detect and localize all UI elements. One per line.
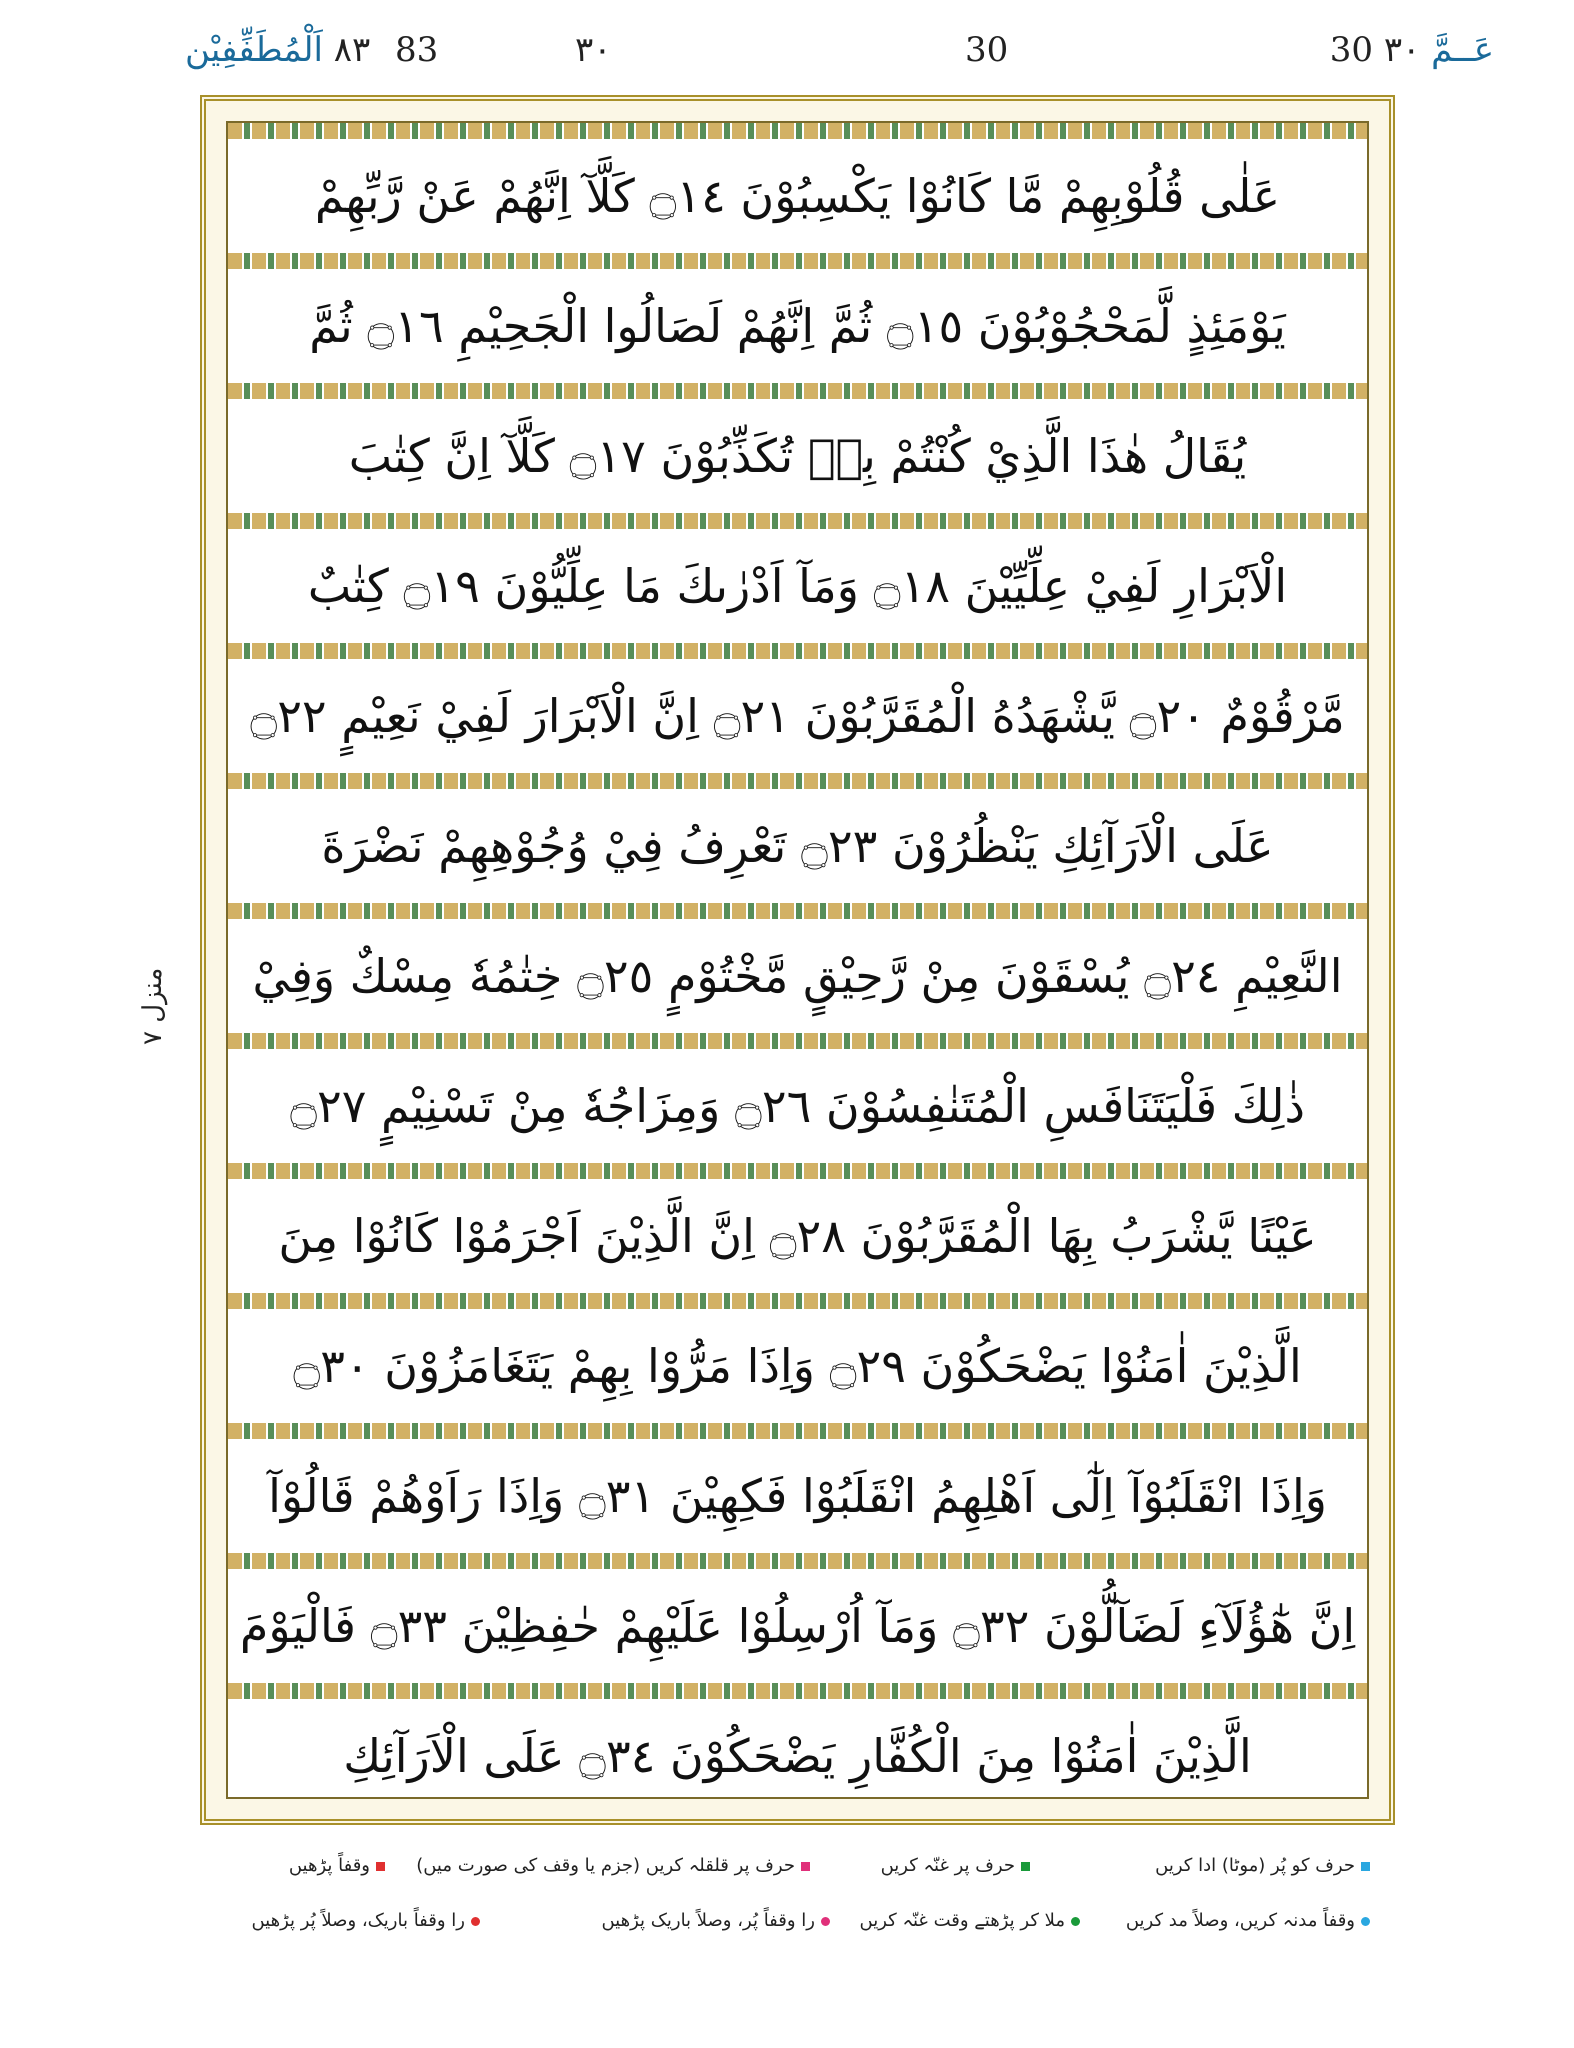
tajweed-legend-row-1 bbox=[180, 1855, 1410, 1895]
text-panel bbox=[226, 121, 1369, 1799]
legend-item: وقفاً پڑھیں bbox=[289, 1855, 385, 1876]
legend-item: حرف پر غنّہ کریں bbox=[881, 1855, 1030, 1876]
square-icon bbox=[1021, 1862, 1030, 1871]
square-icon bbox=[376, 1862, 385, 1871]
manzil-note: منزل ٧ bbox=[138, 967, 168, 1045]
text-line-4: الْاَبْرَارِ لَفِيْ عِلِّيِّيْنَ ۝١٨ وَمَآ اَدْرٰىكَ مَا عِلِّيُّوْنَ ۝١٩ كِتٰبٌ bbox=[307, 559, 1288, 613]
text-line-1: عَلٰى قُلُوْبِهِمْ مَّا كَانُوْا يَكْسِبُوْنَ ۝١٤ كَلَّآ اِنَّهُمْ عَنْ رَّبِّهِمْ bbox=[314, 169, 1281, 223]
legend-item: را وقفاً باریک، وصلاً پُر پڑھیں bbox=[251, 1910, 480, 1931]
surah-number-arabic: ٨٣ bbox=[333, 30, 371, 70]
page-number-latin: 30 bbox=[965, 30, 1009, 70]
ornament-divider bbox=[228, 253, 1367, 269]
text-line-8: ذٰلِكَ فَلْيَتَنَافَسِ الْمُتَنٰفِسُوْنَ ۝٢٦ وَمِزَاجُهٗ مِنْ تَسْنِيْمٍ ۝٢٧ bbox=[290, 1079, 1305, 1133]
text-line-12: اِنَّ هٰٓؤُلَآءِ لَضَآلُّوْنَ ۝٣٢ وَمَآ اُرْسِلُوْا عَلَيْهِمْ حٰفِظِيْنَ ۝٣٣ فَالْيَوْمَ bbox=[239, 1599, 1356, 1653]
legend-item: حرف پر قلقلہ کریں (جزم یا وقف کی صورت میں) bbox=[416, 1855, 810, 1876]
ornament-divider bbox=[228, 1423, 1367, 1439]
juz-number-arabic: ٣٠ bbox=[1383, 30, 1421, 70]
text-line-2: يَوْمَئِذٍ لَّمَحْجُوْبُوْنَ ۝١٥ ثُمَّ اِنَّهُمْ لَصَالُوا الْجَحِيْمِ ۝١٦ ثُمَّ bbox=[309, 299, 1286, 353]
legend-item: ملا کر پڑھتے وقت غنّہ کریں bbox=[860, 1910, 1080, 1931]
dot-icon bbox=[821, 1917, 830, 1926]
surah-page-latin: 83 bbox=[395, 30, 439, 70]
ornament-divider bbox=[228, 1683, 1367, 1699]
ornament-divider bbox=[228, 1553, 1367, 1569]
surah-title bbox=[185, 30, 370, 70]
square-icon bbox=[801, 1862, 810, 1871]
tajweed-legend-row-2 bbox=[180, 1910, 1410, 1950]
ornament-divider bbox=[228, 903, 1367, 919]
square-icon bbox=[1361, 1862, 1370, 1871]
dot-icon bbox=[1361, 1917, 1370, 1926]
text-line-9: عَيْنًا يَّشْرَبُ بِهَا الْمُقَرَّبُوْنَ ۝٢٨ اِنَّ الَّذِيْنَ اَجْرَمُوْا كَانُوْا مِنَ bbox=[278, 1209, 1317, 1263]
dot-icon bbox=[1071, 1917, 1080, 1926]
legend-item: را وقفاً پُر، وصلاً باریک پڑھیں bbox=[601, 1910, 830, 1931]
ornament-divider bbox=[228, 123, 1367, 139]
ornament-divider bbox=[228, 643, 1367, 659]
text-line-7: النَّعِيْمِ ۝٢٤ يُسْقَوْنَ مِنْ رَّحِيْقٍ مَّخْتُوْمٍ ۝٢٥ خِتٰمُهٗ مِسْكٌ وَفِيْ bbox=[252, 949, 1343, 1003]
ornament-divider bbox=[228, 773, 1367, 789]
text-line-11: وَاِذَا انْقَلَبُوْآ اِلٰٓى اَهْلِهِمُ انْقَلَبُوْا فَكِهِيْنَ ۝٣١ وَاِذَا رَاَوْهُمْ قَالُوْآ bbox=[268, 1469, 1327, 1523]
surah-name: اَلْمُطَفِّفِيْن bbox=[185, 30, 323, 70]
page-number-arabic: ٣٠ bbox=[575, 30, 612, 70]
page-frame bbox=[200, 95, 1395, 1825]
text-line-13: الَّذِيْنَ اٰمَنُوْا مِنَ الْكُفَّارِ يَضْحَكُوْنَ ۝٣٤ عَلَى الْاَرَآئِكِ bbox=[343, 1729, 1252, 1783]
juz-name: عَــمَّ bbox=[1431, 30, 1494, 70]
text-line-3: يُقَالُ هٰذَا الَّذِيْ كُنْتُمْ بِهٖ تُكَذِّبُوْنَ ۝١٧ كَلَّآ اِنَّ كِتٰبَ bbox=[348, 429, 1247, 483]
ornament-divider bbox=[228, 383, 1367, 399]
text-line-10: الَّذِيْنَ اٰمَنُوْا يَضْحَكُوْنَ ۝٢٩ وَاِذَا مَرُّوْا بِهِمْ يَتَغَامَزُوْنَ ۝٣٠ bbox=[293, 1339, 1302, 1393]
text-line-5: مَّرْقُوْمٌ ۝٢٠ يَّشْهَدُهُ الْمُقَرَّبُوْنَ ۝٢١ اِنَّ الْاَبْرَارَ لَفِيْ نَعِيْمٍ ۝٢٢ bbox=[250, 689, 1345, 743]
text-line-6: عَلَى الْاَرَآئِكِ يَنْظُرُوْنَ ۝٢٣ تَعْرِفُ فِيْ وُجُوْهِهِمْ نَضْرَةَ bbox=[321, 819, 1274, 873]
legend-item: وقفاً مدنہ کریں، وصلاً مد کریں bbox=[1126, 1910, 1370, 1931]
juz-label bbox=[1330, 30, 1494, 70]
dot-icon bbox=[471, 1917, 480, 1926]
ornament-divider bbox=[228, 1163, 1367, 1179]
legend-item: حرف کو پُر (موٹا) ادا کریں bbox=[1155, 1855, 1370, 1876]
page-header bbox=[0, 30, 1574, 90]
ornament-divider bbox=[228, 513, 1367, 529]
ornament-divider bbox=[228, 1293, 1367, 1309]
juz-number-latin: 30 bbox=[1329, 30, 1373, 70]
ornament-divider bbox=[228, 1033, 1367, 1049]
